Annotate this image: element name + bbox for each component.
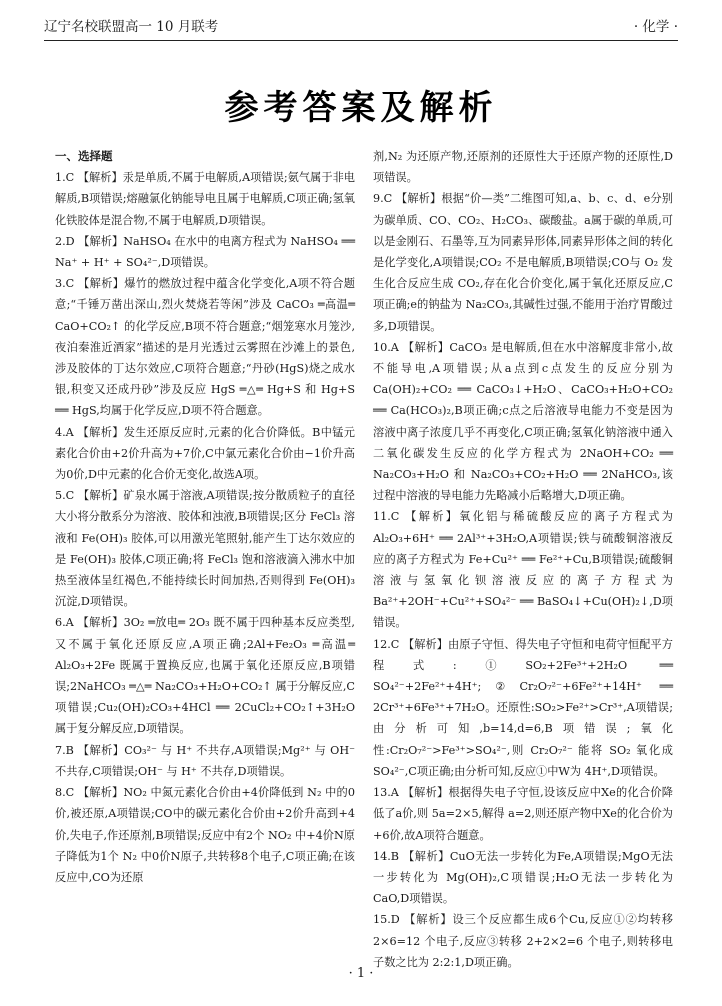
answer-item: 13.A 【解析】根据得失电子守恒,设该反应中Xe的化合价降低了a价,则 5a=2×5,解得 a=2,则还原产物中Xe的化合价为+6价,故A项符合题意。: [373, 786, 673, 842]
answer-item: 6.A 【解析】3O₂ ═放电═ 2O₃ 既不属于四种基本反应类型,又不属于氧化还原反应,A项正确;2Al+Fe₂O₃ ═高温═ Al₂O₃+2Fe 既属于置换反应,也属于氧化还原反应,B项错误;2NaHCO₃ ═△═ Na₂CO₃+H₂O+CO₂↑ 属于分解反应,C项错误;Cu₂(OH)₂CO₃+4HCl ══ 2CuCl₂+CO₂↑+3H₂O 属于复分解反应,D项错误。: [55, 616, 355, 736]
answer-item: 12.C 【解析】由原子守恒、得失电子守恒和电荷守恒配平方程式:①SO₂+2Fe³⁺+2H₂O ══ SO₄²⁻+2Fe²⁺+4H⁺;②Cr₂O₇²⁻+6Fe²⁺+14H⁺ ══ 2Cr³⁺+6Fe³⁺+7H₂O。还原性:SO₂>Fe²⁺>Cr³⁺,A项错误;由分析可知,b=14,d=6,B项错误;氧化性:Cr₂O₇²⁻>Fe³⁺>SO₄²⁻,则 Cr₂O₇²⁻ 能将 SO₂ 氧化成 SO₄²⁻,C项正确;由分析可知,反应①中W为 4H⁺,D项错误。: [373, 637, 673, 778]
answer-item: 3.C 【解析】爆竹的燃放过程中蕴含化学变化,A项不符合题意;“千锤万凿出深山,烈火焚烧若等闲”涉及 CaCO₃ ═高温═ CaO+CO₂↑ 的化学反应,B项不符合题意;“烟笼寒水月笼沙,夜泊秦淮近酒家”描述的是月光透过云雾照在沙滩上的景色,涉及胶体的丁达尔效应,C项符合题意;“丹砂(HgS)烧之成水银,积变又还成丹砂”涉及反应 HgS ═△═ Hg+S 和 Hg+S ══ HgS,均属于化学反应,D项不符合题意。: [55, 277, 355, 418]
answer-item: 7.B 【解析】CO₃²⁻ 与 H⁺ 不共存,A项错误;Mg²⁺ 与 OH⁻ 不共存,C项错误;OH⁻ 与 H⁺ 不共存,D项错误。: [55, 743, 355, 778]
answer-item: 15.D 【解析】设三个反应都生成6个Cu,反应①②均转移 2×6=12 个电子,反应③转移 2+2×2=6 个电子,则转移电子数之比为 2:2:1,D项正确。: [373, 913, 673, 969]
page-title: 参考答案及解析: [224, 88, 498, 128]
answer-item: 5.C 【解析】矿泉水属于溶液,A项错误;按分散质粒子的直径大小将分散系分为溶液、胶体和浊液,B项错误;区分 FeCl₃ 溶液和 Fe(OH)₃ 胶体,可以用激光笔照射,能产生丁达尔效应的是 Fe(OH)₃ 胶体,C项正确;将 FeCl₃ 饱和溶液滴入沸水中加热至液体呈红褐色,不能持续长时间加热,否则得到 Fe(OH)₃ 沉淀,D项错误。: [55, 489, 355, 609]
answer-item: 11.C 【解析】氧化铝与稀硫酸反应的离子方程式为 Al₂O₃+6H⁺ ══ 2Al³⁺+3H₂O,A项错误;铁与硫酸铜溶液反应的离子方程式为 Fe+Cu²⁺ ══ Fe²⁺+Cu,B项错误;硫酸铜溶液与氢氧化钡溶液反应的离子方程式为 Ba²⁺+2OH⁻+Cu²⁺+SO₄²⁻ ══ BaSO₄↓+Cu(OH)₂↓,D项错误。: [373, 510, 673, 630]
answer-item: 9.C 【解析】根据“价—类”二维图可知,a、b、c、d、e分别为碳单质、CO、CO₂、H₂CO₃、碳酸盐。a属于碳的单质,可以是金刚石、石墨等,互为同素异形体,同素异形体之间的转化是化学变化,A项错误;CO₂ 不是电解质,B项错误;CO与 O₂ 发生化合反应生成 CO₂,存在化合价变化,属于氧化还原反应,C项正确;e的钠盐为 Na₂CO₃,其碱性过强,不能用于治疗胃酸过多,D项错误。: [373, 192, 673, 333]
exam-name: 辽宁名校联盟高一 10 月联考: [44, 19, 219, 35]
left-column: [55, 146, 355, 888]
right-column: [373, 146, 673, 973]
answer-item: 4.A 【解析】发生还原反应时,元素的化合价降低。B中锰元素化合价由+2价升高为+7价,C中氯元素化合价由−1价升高为0价,D中元素的化合价无变化,故选A项。: [55, 425, 355, 482]
section-heading: 一、选择题: [55, 149, 113, 163]
subject-name: · 化学 ·: [633, 19, 678, 35]
answer-item: 14.B 【解析】CuO无法一步转化为Fe,A项错误;MgO无法一步转化为 Mg(OH)₂,C项错误;H₂O无法一步转化为 CaO,D项错误。: [373, 849, 673, 906]
page-number: · 1 ·: [348, 966, 374, 981]
page-header: [44, 12, 678, 38]
header-divider: [44, 40, 678, 41]
answer-item: 8.C 【解析】NO₂ 中氮元素化合价由+4价降低到 N₂ 中的0价,被还原,A项错误;CO中的碳元素化合价由+2价升高到+4价,失电子,作还原剂,B项错误;反应中有2个 NO₂ 中+4价N原子降低为1个 N₂ 中0价N原子,共转移8个电子,C项正确;在该反应中,CO为还原: [55, 786, 355, 884]
answer-item: 1.C 【解析】汞是单质,不属于电解质,A项错误;氨气属于非电解质,B项错误;熔融氯化钠能导电且属于电解质,C项正确;氢氧化铁胶体是混合物,不属于电解质,D项错误。: [55, 171, 355, 227]
answer-item: 10.A 【解析】CaCO₃ 是电解质,但在水中溶解度非常小,故不能导电,A项错误;从a点到c点发生的反应分别为 Ca(OH)₂+CO₂ ══ CaCO₃↓+H₂O、CaCO₃+H₂O+CO₂ ══ Ca(HCO₃)₂,B项正确;c点之后溶液导电能力不变是因为溶液中离子浓度几乎不再变化,C项正确;氢氧化钠溶液中通入二氧化碳发生反应的化学方程式为 2NaOH+CO₂ ══ Na₂CO₃+H₂O 和 Na₂CO₃+CO₂+H₂O ══ 2NaHCO₃,该过程中溶液的导电能力先略减小后略增大,D项正确。: [373, 340, 673, 503]
answer-item: 剂,N₂ 为还原产物,还原剂的还原性大于还原产物的还原性,D项错误。: [373, 150, 673, 185]
answer-item: 2.D 【解析】NaHSO₄ 在水中的电离方程式为 NaHSO₄ ══ Na⁺ + H⁺ + SO₄²⁻,D项错误。: [55, 234, 355, 270]
